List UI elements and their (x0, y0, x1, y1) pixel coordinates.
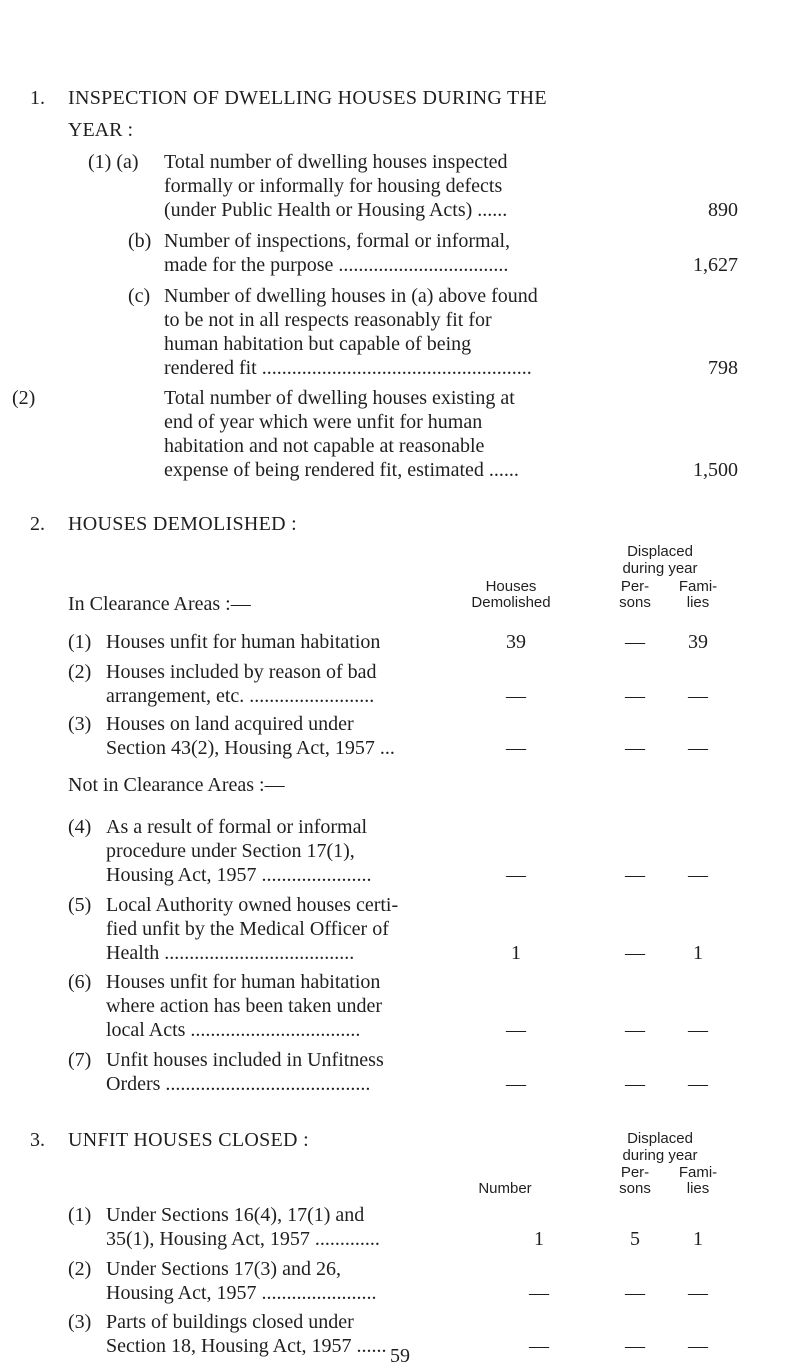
number-value: — (529, 1335, 549, 1357)
col-families-line1: Fami- (678, 1164, 718, 1181)
row-text-line1: Houses included by reason of bad (106, 661, 377, 683)
persons-value: — (625, 1073, 645, 1095)
col-families-line1: Fami- (678, 578, 718, 595)
houses-demolished-value: — (506, 737, 526, 759)
section-3-number: 3. (30, 1129, 45, 1151)
item-1a-line3: (under Public Health or Housing Acts) ...... (164, 199, 508, 221)
col-families-line2: lies (686, 594, 710, 611)
item-1b-line2: made for the purpose .................................. (164, 254, 509, 276)
number-value: — (529, 1282, 549, 1304)
page-number: 59 (390, 1345, 410, 1367)
row-label: (1) (68, 631, 92, 653)
col-displaced-line2: during year (622, 1147, 698, 1164)
col-persons-line2: sons (619, 1180, 651, 1197)
row-text-line1: Local Authority owned houses certi- (106, 894, 399, 916)
col-displaced-line1: Displaced (627, 1130, 693, 1147)
col-persons-line1: Per- (620, 1164, 650, 1181)
subheading-not-clearance-areas: Not in Clearance Areas :— (68, 774, 285, 796)
col-persons-line1: Per- (620, 578, 650, 595)
section-1-heading-line2: YEAR : (68, 119, 133, 141)
persons-value: — (625, 631, 645, 653)
persons-value: — (625, 1282, 645, 1304)
item-1a-value: 890 (708, 199, 738, 221)
row-label: (3) (68, 713, 92, 735)
item-1a-label: (1) (a) (88, 151, 139, 173)
families-value: — (688, 685, 708, 707)
row-text-line2: Section 43(2), Housing Act, 1957 ... (106, 737, 395, 759)
number-value: 1 (534, 1228, 544, 1250)
row-label: (5) (68, 894, 92, 916)
families-value: 1 (693, 942, 703, 964)
item-2-line3: habitation and not capable at reasonable (164, 435, 485, 457)
item-2-label: (2) (12, 387, 36, 409)
row-label: (2) (68, 661, 92, 683)
row-label: (1) (68, 1204, 92, 1226)
houses-demolished-value: 1 (511, 942, 521, 964)
item-1a-line1: Total number of dwelling houses inspected (164, 151, 508, 173)
families-value: — (688, 1335, 708, 1357)
row-text-line1: Under Sections 16(4), 17(1) and (106, 1204, 365, 1226)
item-2-value: 1,500 (693, 459, 738, 481)
houses-demolished-value: 39 (506, 631, 526, 653)
item-1a-line2: formally or informally for housing defects (164, 175, 503, 197)
item-2-line2: end of year which were unfit for human (164, 411, 483, 433)
row-text-line2: arrangement, etc. ......................... (106, 685, 375, 707)
row-label: (7) (68, 1049, 92, 1071)
families-value: — (688, 864, 708, 886)
persons-value: — (625, 1019, 645, 1041)
row-text-line3: local Acts .................................. (106, 1019, 361, 1041)
families-value: — (688, 1282, 708, 1304)
item-1c-line3: human habitation but capable of being (164, 333, 472, 355)
col-houses-line1: Houses (485, 578, 537, 595)
section-3-heading: UNFIT HOUSES CLOSED : (68, 1129, 309, 1151)
section-2-heading: HOUSES DEMOLISHED : (68, 513, 298, 535)
item-1c-line1: Number of dwelling houses in (a) above found (164, 285, 538, 307)
row-text-line1: Houses unfit for human habitation (106, 971, 381, 993)
row-text-line1: Under Sections 17(3) and 26, (106, 1258, 341, 1280)
col-displaced-line1: Displaced (627, 543, 693, 560)
row-text-line2: procedure under Section 17(1), (106, 840, 355, 862)
row-text-line1: Houses unfit for human habitation (106, 631, 381, 653)
item-1c-value: 798 (708, 357, 738, 379)
col-families-line2: lies (686, 1180, 710, 1197)
row-text-line3: Health ...................................... (106, 942, 355, 964)
persons-value: — (625, 864, 645, 886)
col-displaced-line2: during year (622, 560, 698, 577)
houses-demolished-value: — (506, 1073, 526, 1095)
houses-demolished-value: — (506, 685, 526, 707)
row-text-line1: As a result of formal or informal (106, 816, 368, 838)
item-1b-label: (b) (128, 230, 152, 252)
row-text-line2: Housing Act, 1957 ....................... (106, 1282, 377, 1304)
item-1b-value: 1,627 (693, 254, 738, 276)
persons-value: — (625, 737, 645, 759)
families-value: — (688, 1073, 708, 1095)
families-value: — (688, 1019, 708, 1041)
families-value: — (688, 737, 708, 759)
row-text-line1: Unfit houses included in Unfitness (106, 1049, 384, 1071)
col-number: Number (478, 1180, 532, 1197)
col-persons-line2: sons (619, 594, 651, 611)
section-2-number: 2. (30, 513, 45, 535)
row-label: (3) (68, 1311, 92, 1333)
row-text-line2: where action has been taken under (106, 995, 382, 1017)
families-value: 1 (693, 1228, 703, 1250)
persons-value: — (625, 942, 645, 964)
houses-demolished-value: — (506, 864, 526, 886)
item-1c-label: (c) (128, 285, 151, 307)
section-1-number: 1. (30, 87, 45, 109)
row-text-line2: 35(1), Housing Act, 1957 ............. (106, 1228, 380, 1250)
persons-value: — (625, 1335, 645, 1357)
item-2-line4: expense of being rendered fit, estimated ...... (164, 459, 519, 481)
persons-value: 5 (630, 1228, 640, 1250)
row-label: (4) (68, 816, 92, 838)
item-1c-line2: to be not in all respects reasonably fit for (164, 309, 492, 331)
col-houses-line2: Demolished (471, 594, 551, 611)
persons-value: — (625, 685, 645, 707)
row-text-line2: fied unfit by the Medical Officer of (106, 918, 389, 940)
row-text-line1: Houses on land acquired under (106, 713, 354, 735)
section-1-heading-line1: INSPECTION OF DWELLING HOUSES DURING THE (68, 87, 547, 109)
item-1b-line1: Number of inspections, formal or informal, (164, 230, 511, 252)
row-label: (2) (68, 1258, 92, 1280)
row-text-line2: Section 18, Housing Act, 1957 ...... (106, 1335, 387, 1357)
row-label: (6) (68, 971, 92, 993)
item-1c-line4: rendered fit ...................................................... (164, 357, 532, 379)
families-value: 39 (688, 631, 708, 653)
houses-demolished-value: — (506, 1019, 526, 1041)
row-text-line2: Orders ......................................... (106, 1073, 371, 1095)
item-2-line1: Total number of dwelling houses existing at (164, 387, 515, 409)
row-text-line3: Housing Act, 1957 ...................... (106, 864, 372, 886)
subheading-clearance-areas: In Clearance Areas :— (68, 593, 251, 615)
row-text-line1: Parts of buildings closed under (106, 1311, 354, 1333)
